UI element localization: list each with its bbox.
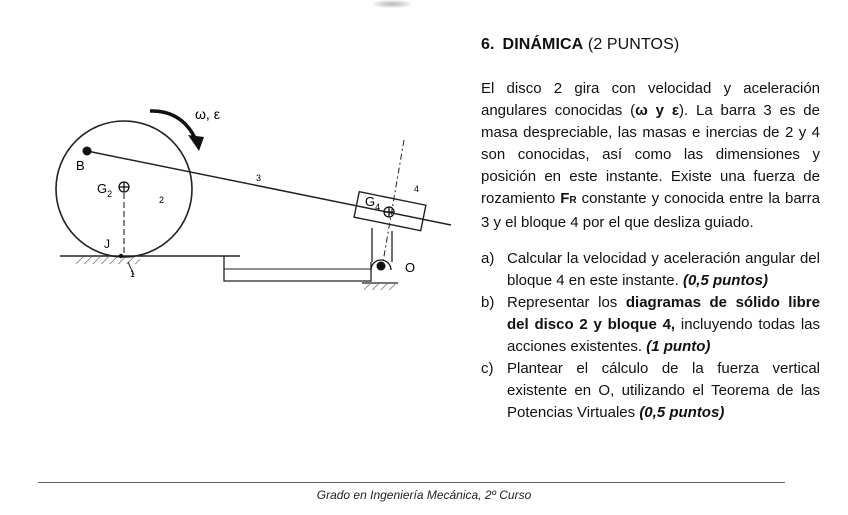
label-b: B — [76, 158, 85, 173]
question-list — [481, 248, 820, 424]
g4-center-symbol — [384, 207, 394, 217]
mechanism-diagram — [0, 0, 470, 300]
label-block-4: 4 — [414, 184, 420, 194]
question-b: b) Representar los diagramas de sólido libre del disco 2 y bloque 4, incluyendo todas las acciones existentes. (1 punto) — [481, 294, 821, 355]
statement-part-1: El disco 2 gira con velocidad y aceleración angulares conocidas ( — [481, 80, 820, 119]
pin-support-o — [362, 260, 398, 290]
support-column — [372, 228, 392, 262]
label-omega-epsilon: ω, ε — [195, 106, 220, 122]
problem-points: (2 PUNTOS) — [587, 36, 680, 53]
point-b — [83, 147, 92, 156]
label-g2: $G_2$ — [97, 181, 113, 199]
point-j — [119, 254, 123, 258]
label-ground-1: 1 — [130, 269, 136, 279]
label-g4: $G_4$ — [365, 194, 381, 212]
problem-heading: DINÁMICA — [502, 36, 584, 53]
question-c: c) Plantear el cálculo de la fuerza vertical existente en O, utilizando el Teorema de las Potencias Virtuales (0,5 puntos) — [481, 360, 820, 421]
label-o: O — [405, 260, 416, 275]
footer-divider — [38, 482, 785, 483]
statement-friction-force: FR — [560, 190, 577, 207]
question-a: a) Calcular la velocidad y aceleración angular del bloque 4 en este instante. (0,5 puntos) — [481, 250, 820, 289]
problem-text — [481, 36, 820, 424]
base-plate — [224, 256, 371, 281]
statement-part-3: constante y conocida entre la barra 3 y el bloque 4 por el que desliza guiado. — [481, 190, 821, 231]
label-bar-3: 3 — [256, 173, 262, 183]
page-footer: Grado en Ingeniería Mecánica, 2º Curso — [316, 488, 532, 502]
g2-center-symbol — [119, 182, 129, 192]
problem-statement — [481, 78, 820, 234]
problem-title — [481, 36, 820, 54]
block-axis — [383, 140, 404, 262]
label-disk-2: 2 — [159, 195, 165, 205]
statement-omega-eps: ω y ε — [635, 102, 679, 119]
ground-1 — [60, 256, 240, 275]
problem-number: 6. — [481, 36, 495, 53]
label-j: J — [104, 237, 110, 251]
bar-3 — [87, 151, 451, 225]
statement-part-2: ). La barra 3 es de masa despreciable, las masas e inercias de 2 y 4 son conocidas, así como las dimensiones y posición en este instante. Existe una fuerza de rozamiento — [481, 102, 820, 207]
